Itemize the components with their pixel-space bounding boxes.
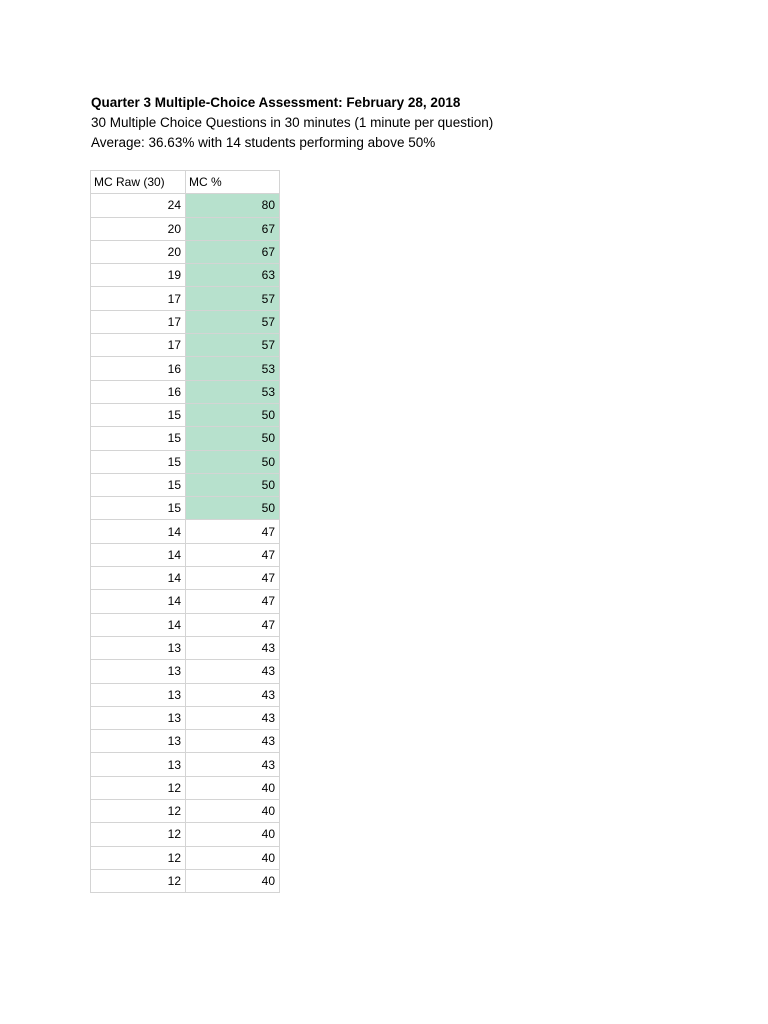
table-row bbox=[91, 240, 280, 263]
mc-raw-cell: 14 bbox=[91, 543, 186, 566]
table-row bbox=[91, 683, 280, 706]
mc-percent-cell: 43 bbox=[186, 730, 280, 753]
table-row bbox=[91, 823, 280, 846]
table-row bbox=[91, 636, 280, 659]
mc-raw-cell: 13 bbox=[91, 660, 186, 683]
mc-percent-cell: 43 bbox=[186, 753, 280, 776]
mc-raw-cell: 14 bbox=[91, 520, 186, 543]
mc-percent-cell: 43 bbox=[186, 706, 280, 729]
mc-percent-cell: 50 bbox=[186, 473, 280, 496]
table-row bbox=[91, 217, 280, 240]
page-title: Quarter 3 Multiple-Choice Assessment: February 28, 2018 bbox=[91, 95, 461, 110]
mc-percent-cell: 43 bbox=[186, 636, 280, 659]
mc-percent-cell: 47 bbox=[186, 520, 280, 543]
table-row bbox=[91, 450, 280, 473]
table-row bbox=[91, 427, 280, 450]
mc-raw-cell: 12 bbox=[91, 800, 186, 823]
table-row bbox=[91, 660, 280, 683]
mc-raw-cell: 13 bbox=[91, 730, 186, 753]
mc-raw-cell: 20 bbox=[91, 217, 186, 240]
mc-raw-cell: 14 bbox=[91, 567, 186, 590]
mc-percent-cell: 67 bbox=[186, 240, 280, 263]
mc-percent-cell: 50 bbox=[186, 497, 280, 520]
mc-percent-cell: 47 bbox=[186, 567, 280, 590]
mc-percent-cell: 67 bbox=[186, 217, 280, 240]
mc-percent-cell: 40 bbox=[186, 823, 280, 846]
table-row bbox=[91, 590, 280, 613]
document-header bbox=[91, 93, 731, 153]
table-row bbox=[91, 706, 280, 729]
mc-percent-cell: 40 bbox=[186, 846, 280, 869]
mc-raw-cell: 13 bbox=[91, 683, 186, 706]
mc-raw-cell: 12 bbox=[91, 869, 186, 892]
mc-raw-cell: 15 bbox=[91, 427, 186, 450]
table-row bbox=[91, 869, 280, 892]
mc-raw-cell: 15 bbox=[91, 497, 186, 520]
mc-percent-cell: 40 bbox=[186, 776, 280, 799]
table-row bbox=[91, 567, 280, 590]
mc-raw-cell: 13 bbox=[91, 636, 186, 659]
mc-percent-cell: 40 bbox=[186, 869, 280, 892]
mc-raw-cell: 15 bbox=[91, 403, 186, 426]
mc-raw-cell: 12 bbox=[91, 823, 186, 846]
mc-percent-cell: 40 bbox=[186, 800, 280, 823]
table-header-row bbox=[91, 171, 280, 194]
mc-percent-cell: 53 bbox=[186, 380, 280, 403]
mc-percent-cell: 80 bbox=[186, 194, 280, 217]
table-row bbox=[91, 753, 280, 776]
mc-percent-cell: 47 bbox=[186, 613, 280, 636]
table-row bbox=[91, 287, 280, 310]
mc-percent-cell: 57 bbox=[186, 334, 280, 357]
mc-percent-cell: 57 bbox=[186, 287, 280, 310]
mc-raw-cell: 16 bbox=[91, 380, 186, 403]
scores-table bbox=[90, 170, 280, 893]
mc-percent-cell: 43 bbox=[186, 683, 280, 706]
mc-raw-cell: 14 bbox=[91, 613, 186, 636]
mc-percent-cell: 63 bbox=[186, 264, 280, 287]
table-row bbox=[91, 357, 280, 380]
table-row bbox=[91, 730, 280, 753]
mc-raw-cell: 15 bbox=[91, 473, 186, 496]
table-body bbox=[91, 194, 280, 893]
table-row bbox=[91, 520, 280, 543]
mc-raw-cell: 19 bbox=[91, 264, 186, 287]
mc-raw-cell: 16 bbox=[91, 357, 186, 380]
table-row bbox=[91, 776, 280, 799]
mc-raw-cell: 17 bbox=[91, 310, 186, 333]
mc-raw-cell: 15 bbox=[91, 450, 186, 473]
header-mc-raw: MC Raw (30) bbox=[91, 171, 186, 194]
mc-percent-cell: 47 bbox=[186, 543, 280, 566]
mc-percent-cell: 57 bbox=[186, 310, 280, 333]
mc-percent-cell: 43 bbox=[186, 660, 280, 683]
table-row bbox=[91, 473, 280, 496]
table-row bbox=[91, 310, 280, 333]
mc-raw-cell: 12 bbox=[91, 846, 186, 869]
mc-percent-cell: 47 bbox=[186, 590, 280, 613]
mc-raw-cell: 17 bbox=[91, 334, 186, 357]
table-row bbox=[91, 800, 280, 823]
table-row bbox=[91, 194, 280, 217]
mc-raw-cell: 14 bbox=[91, 590, 186, 613]
mc-raw-cell: 12 bbox=[91, 776, 186, 799]
table-row bbox=[91, 543, 280, 566]
mc-raw-cell: 17 bbox=[91, 287, 186, 310]
table-row bbox=[91, 613, 280, 636]
mc-percent-cell: 50 bbox=[186, 403, 280, 426]
table-row bbox=[91, 264, 280, 287]
mc-raw-cell: 13 bbox=[91, 753, 186, 776]
table-row bbox=[91, 334, 280, 357]
table-row bbox=[91, 380, 280, 403]
mc-raw-cell: 13 bbox=[91, 706, 186, 729]
header-mc-percent: MC % bbox=[186, 171, 280, 194]
table-row bbox=[91, 846, 280, 869]
average-summary: Average: 36.63% with 14 students performing above 50% bbox=[91, 135, 436, 150]
mc-raw-cell: 24 bbox=[91, 194, 186, 217]
mc-percent-cell: 50 bbox=[186, 450, 280, 473]
assessment-description: 30 Multiple Choice Questions in 30 minutes (1 minute per question) bbox=[91, 115, 494, 130]
table-row bbox=[91, 497, 280, 520]
mc-raw-cell: 20 bbox=[91, 240, 186, 263]
mc-percent-cell: 53 bbox=[186, 357, 280, 380]
table-row bbox=[91, 403, 280, 426]
mc-percent-cell: 50 bbox=[186, 427, 280, 450]
